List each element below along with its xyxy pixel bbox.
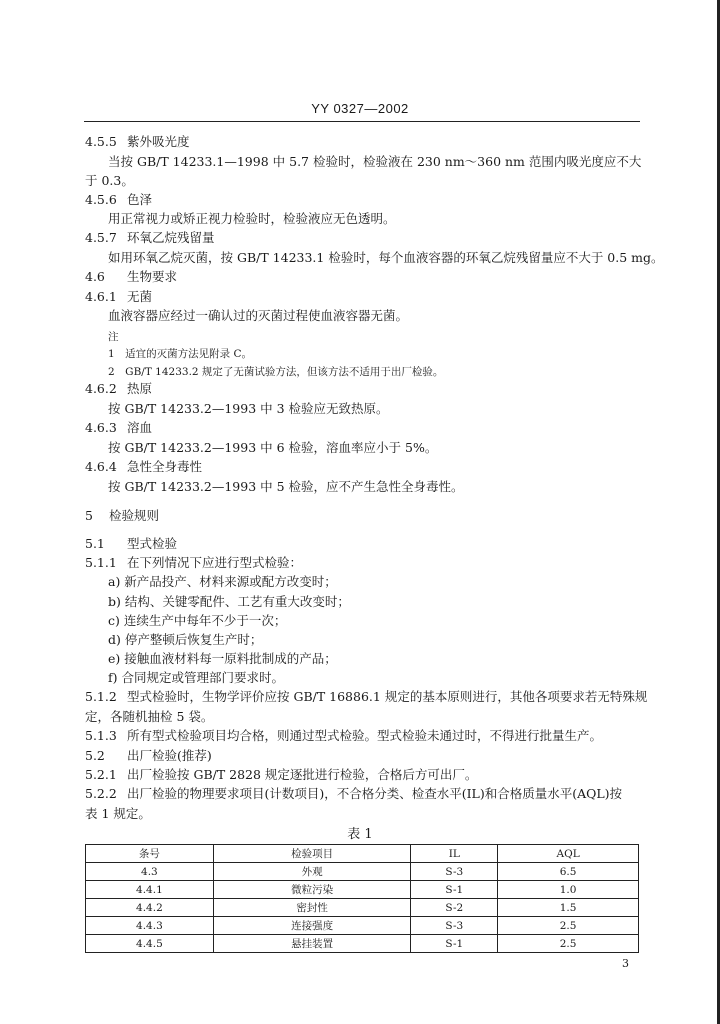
paragraph-4-6-4: 按 GB/T 14233.2—1993 中 5 检验，应不产生急性全身毒性。 xyxy=(108,479,464,494)
section-title: 生物要求 xyxy=(126,269,177,284)
section-title: 无菌 xyxy=(126,289,152,304)
table-cell: 悬挂装置 xyxy=(213,935,411,953)
paragraph-4-6-1: 血液容器应经过一确认过的灭菌过程使血液容器无菌。 xyxy=(108,308,409,323)
paragraph-5-1-3: 所有型式检验项目均合格，则通过型式检验。型式检验未通过时，不得进行批量生产。 xyxy=(126,728,602,743)
heading-5-1-2 xyxy=(85,689,647,705)
section-title: 紫外吸光度 xyxy=(126,134,190,149)
table-cell: 4.4.3 xyxy=(86,917,214,935)
section-number: 4.5.6 xyxy=(85,192,117,207)
section-title: 热原 xyxy=(126,381,152,396)
table-row xyxy=(86,863,639,881)
section-number: 4.6.4 xyxy=(85,459,117,474)
heading-5-1 xyxy=(85,536,177,552)
section-number: 4.6.3 xyxy=(85,420,117,435)
table-header-row xyxy=(86,845,639,863)
table-cell: S-2 xyxy=(411,899,498,917)
table-cell: S-3 xyxy=(411,863,498,881)
section-text: 在下列情况下应进行型式检验： xyxy=(126,555,302,570)
list-item: e) 接触血液材料每一原料批制成的产品； xyxy=(108,651,337,666)
heading-4-6 xyxy=(85,269,177,285)
table-cell: 微粒污染 xyxy=(213,881,411,899)
section-number: 5 xyxy=(85,508,93,523)
table-cell: 连接强度 xyxy=(213,917,411,935)
section-number: 5.1.1 xyxy=(85,555,117,570)
column-header: 检验项目 xyxy=(213,845,411,863)
table-cell: 4.3 xyxy=(86,863,214,881)
section-title: 色泽 xyxy=(126,192,152,207)
heading-4-5-7 xyxy=(85,230,215,246)
section-title: 环氧乙烷残留量 xyxy=(126,230,215,245)
paragraph-5-1-2-line1: 型式检验时，生物学评价应按 GB/T 16886.1 规定的基本原则进行，其他各项要求若无特殊规 xyxy=(126,689,648,704)
paragraph-4-6-2: 按 GB/T 14233.2—1993 中 3 检验应无致热原。 xyxy=(108,401,389,416)
column-header: IL xyxy=(411,845,498,863)
section-number: 5.2 xyxy=(85,748,105,763)
table-cell: 4.4.5 xyxy=(86,935,214,953)
note-label: 注 xyxy=(108,331,119,343)
list-item: a) 新产品投产、材料来源或配方改变时； xyxy=(108,574,337,589)
table-cell: 密封性 xyxy=(213,899,411,917)
table-cell: 外观 xyxy=(213,863,411,881)
heading-4-5-5 xyxy=(85,134,190,150)
section-number: 5.1.2 xyxy=(85,689,117,704)
paragraph-5-2-2-line2: 表 1 规定。 xyxy=(85,806,151,821)
table-row xyxy=(86,881,639,899)
list-item: b) 结构、关键零配件、工艺有重大改变时； xyxy=(108,594,350,609)
heading-5-1-1 xyxy=(85,555,302,571)
heading-4-5-6 xyxy=(85,192,152,208)
heading-4-6-4 xyxy=(85,459,202,475)
list-item: c) 连续生产中每年不少于一次； xyxy=(108,613,287,628)
table-cell: S-1 xyxy=(411,881,498,899)
heading-5-1-3 xyxy=(85,728,602,744)
paragraph-4-5-5-line1: 当按 GB/T 14233.1—1998 中 5.7 检验时，检验液在 230 nm～360 nm 范围内吸光度应不大 xyxy=(108,154,642,169)
table-cell: 1.0 xyxy=(498,881,639,899)
column-header: AQL xyxy=(498,845,639,863)
section-title: 出厂检验(推荐) xyxy=(126,748,212,763)
column-header: 条号 xyxy=(86,845,214,863)
table-cell: 1.5 xyxy=(498,899,639,917)
heading-5-2-2 xyxy=(85,786,622,802)
table-row xyxy=(86,917,639,935)
paragraph-4-5-5-line2: 于 0.3。 xyxy=(85,173,134,188)
table-caption: 表 1 xyxy=(347,827,373,842)
section-title: 溶血 xyxy=(126,420,152,435)
section-number: 5.2.1 xyxy=(85,767,117,782)
section-number: 4.5.5 xyxy=(85,134,117,149)
section-number: 4.6.2 xyxy=(85,381,117,396)
heading-5 xyxy=(85,508,159,524)
section-number: 4.5.7 xyxy=(85,230,117,245)
table-cell: 2.5 xyxy=(498,917,639,935)
section-title: 型式检验 xyxy=(126,536,177,551)
heading-4-6-2 xyxy=(85,381,152,397)
paragraph-4-5-6: 用正常视力或矫正视力检验时，检验液应无色透明。 xyxy=(108,211,396,226)
section-number: 4.6.1 xyxy=(85,289,117,304)
table-cell: 6.5 xyxy=(498,863,639,881)
section-number: 4.6 xyxy=(85,269,105,284)
section-title: 急性全身毒性 xyxy=(126,459,202,474)
paragraph-5-2-2-line1: 出厂检验的物理要求项目(计数项目)，不合格分类、检查水平(IL)和合格质量水平(AQL)按 xyxy=(126,786,623,801)
heading-4-6-1 xyxy=(85,289,152,305)
section-number: 5.1.3 xyxy=(85,728,117,743)
list-item: d) 停产整顿后恢复生产时； xyxy=(108,632,263,647)
heading-5-2 xyxy=(85,748,212,764)
inspection-table xyxy=(85,844,639,953)
table-cell: 2.5 xyxy=(498,935,639,953)
note-1: 1 适宜的灭菌方法见附录 C。 xyxy=(108,348,253,360)
table-cell: S-1 xyxy=(411,935,498,953)
paragraph-4-6-3: 按 GB/T 14233.2—1993 中 6 检验，溶血率应小于 5%。 xyxy=(108,440,438,455)
list-item: f) 合同规定或管理部门要求时。 xyxy=(108,670,284,685)
standard-code-header: YY 0327—2002 xyxy=(311,101,409,116)
table-cell: 4.4.2 xyxy=(86,899,214,917)
heading-5-2-1 xyxy=(85,767,477,783)
header-rule xyxy=(84,121,640,122)
page-number: 3 xyxy=(622,957,629,970)
table-row xyxy=(86,899,639,917)
paragraph-5-2-1: 出厂检验按 GB/T 2828 规定逐批进行检验，合格后方可出厂。 xyxy=(126,767,478,782)
table-cell: S-3 xyxy=(411,917,498,935)
section-number: 5.1 xyxy=(85,536,105,551)
note-2: 2 GB/T 14233.2 规定了无菌试验方法，但该方法不适用于出厂检验。 xyxy=(108,366,444,378)
heading-4-6-3 xyxy=(85,420,152,436)
table-row xyxy=(86,935,639,953)
paragraph-5-1-2-line2: 定，各随机抽检 5 袋。 xyxy=(85,709,214,724)
section-number: 5.2.2 xyxy=(85,786,117,801)
table-cell: 4.4.1 xyxy=(86,881,214,899)
paragraph-4-5-7: 如用环氧乙烷灭菌，按 GB/T 14233.1 检验时，每个血液容器的环氧乙烷残留量应不大于 0.5 mg。 xyxy=(108,250,664,265)
section-title: 检验规则 xyxy=(108,508,159,523)
